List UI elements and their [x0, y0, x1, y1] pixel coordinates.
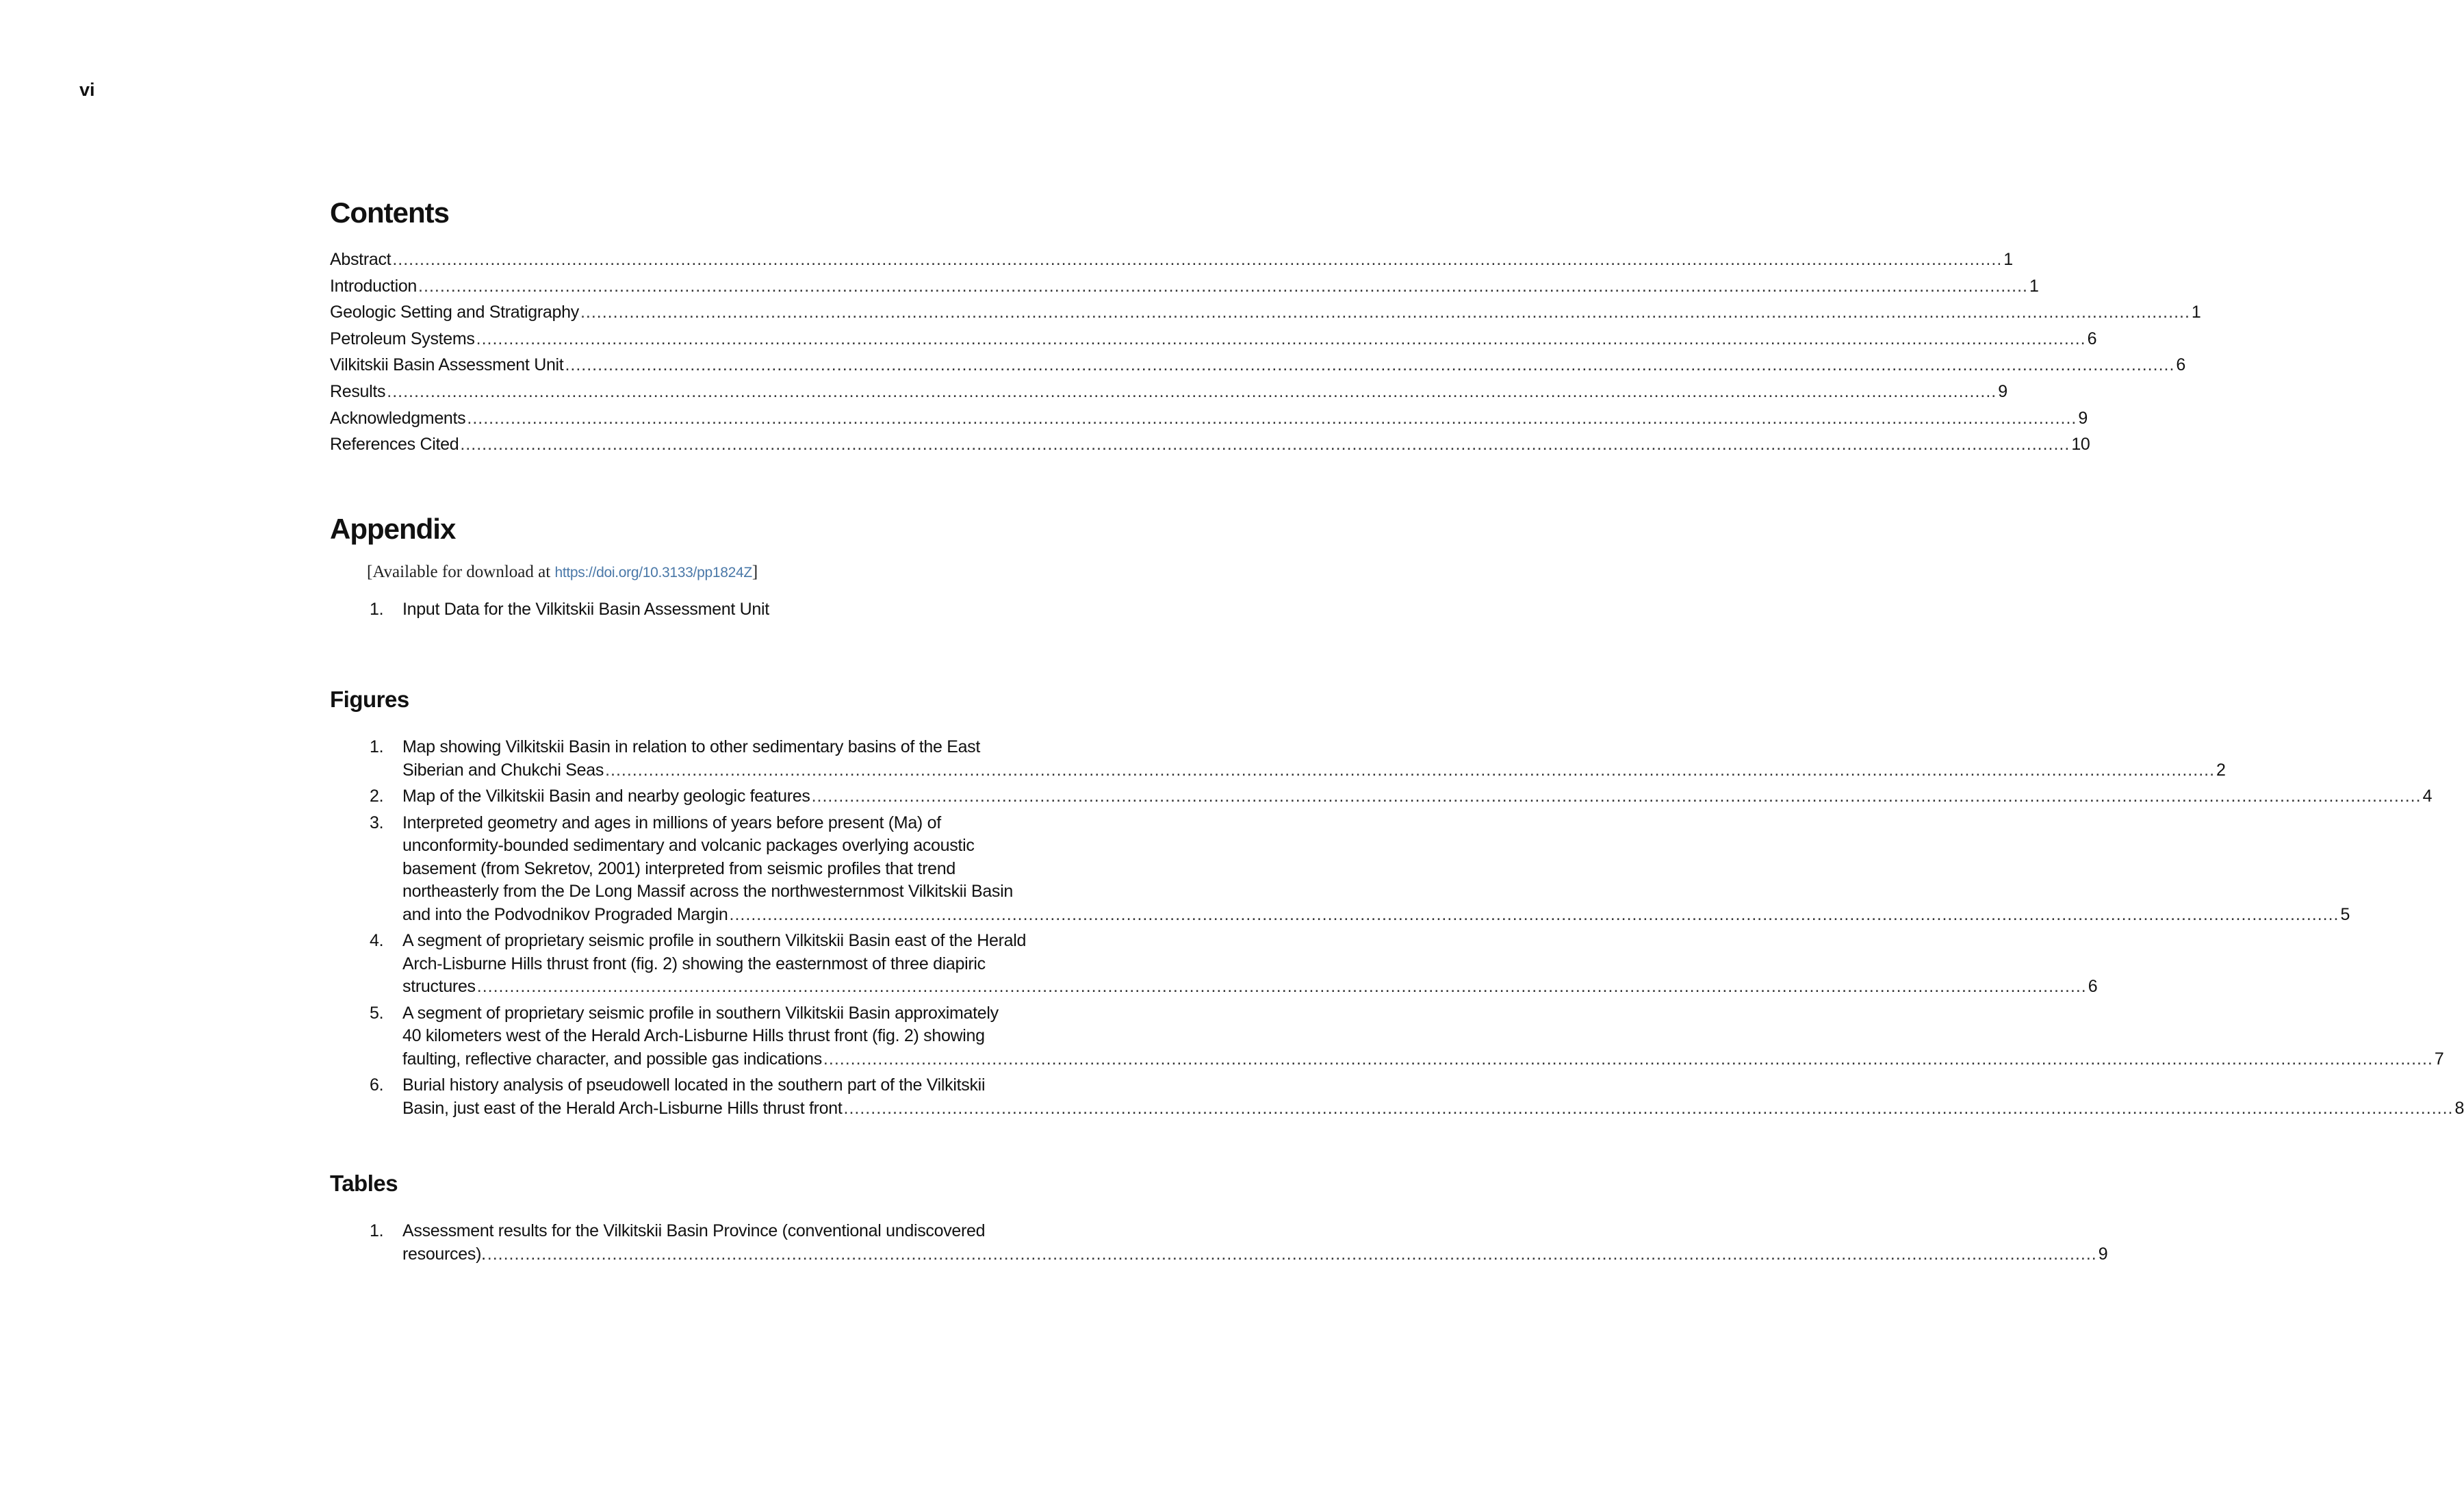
toc-entry-page: 9 — [1998, 381, 2007, 401]
dot-leader — [387, 379, 1997, 405]
caption-line: resources). — [402, 1244, 486, 1264]
tables-heading: Tables — [330, 1171, 398, 1196]
figure-entry-caption — [402, 930, 2097, 999]
figure-entry-number: 2. — [370, 787, 384, 806]
caption-last-line — [402, 1243, 2107, 1266]
toc-entry-label: Results — [330, 381, 386, 401]
toc-entry-label: Vilkitskii Basin Assessment Unit — [330, 355, 564, 375]
toc-entry[interactable] — [330, 273, 2039, 300]
caption-line: Assessment results for the Vilkitskii Basin Province (conventional undiscovered — [402, 1221, 986, 1240]
figures-section — [330, 687, 2464, 1123]
caption-line: basement (from Sekretov, 2001) interpreted from seismic profiles that trend — [402, 858, 955, 878]
figure-entry-caption — [402, 1074, 2464, 1120]
toc-entry-page: 1 — [2191, 303, 2201, 322]
caption-line: A segment of proprietary seismic profile in southern Vilkitskii Basin east of the Herald — [402, 931, 1027, 950]
dot-leader — [844, 1097, 2454, 1121]
dot-leader — [467, 405, 2077, 432]
dot-leader — [477, 975, 2087, 999]
figure-entry-page: 8 — [2454, 1098, 2464, 1118]
caption-last-line — [402, 759, 2226, 782]
appendix-section — [330, 515, 1057, 620]
table-entry-caption — [402, 1220, 2107, 1266]
figure-entry-number: 5. — [370, 1003, 384, 1023]
toc-entry-label: Petroleum Systems — [330, 329, 475, 348]
figure-entry-caption — [402, 812, 2350, 927]
figure-entry-caption — [402, 1002, 2444, 1071]
caption-last-line — [402, 1048, 2444, 1071]
caption-last-line — [402, 975, 2097, 999]
figures-heading: Figures — [330, 687, 409, 712]
toc-entry[interactable] — [330, 379, 2007, 405]
figures-list — [370, 736, 2464, 1120]
appendix-heading: Appendix — [330, 513, 456, 545]
figure-entry[interactable] — [370, 1002, 2444, 1071]
toc-entry-label: Introduction — [330, 276, 418, 296]
figure-entry-page: 4 — [2422, 787, 2433, 806]
figure-entry[interactable] — [370, 785, 2433, 808]
figure-entry-number: 3. — [370, 813, 384, 832]
contents-heading: Contents — [330, 196, 449, 229]
caption-line: Siberian and Chukchi Seas — [402, 760, 604, 780]
caption-line: Map of the Vilkitskii Basin and nearby geologic features — [402, 787, 810, 806]
toc-entry-page: 1 — [2029, 276, 2039, 296]
caption-line: A segment of proprietary seismic profile in southern Vilkitskii Basin approximately — [402, 1003, 999, 1023]
toc-entry[interactable] — [330, 326, 2097, 353]
dot-leader — [565, 352, 2174, 379]
figure-entry-caption — [402, 785, 2432, 808]
toc-entry-label: Geologic Setting and Stratigraphy — [330, 303, 579, 322]
dot-leader — [812, 785, 2422, 808]
toc-entry[interactable] — [330, 431, 2090, 458]
dot-leader — [476, 326, 2086, 353]
dot-leader — [487, 1243, 2097, 1266]
toc-entry-page: 6 — [2087, 329, 2097, 348]
figure-entry-number: 6. — [370, 1075, 384, 1095]
toc-entry-page: 10 — [2071, 435, 2090, 455]
tables-section — [330, 1171, 2108, 1269]
figure-entry-page: 7 — [2434, 1049, 2444, 1069]
caption-line: Interpreted geometry and ages in millions of years before present (Ma) of — [402, 813, 941, 832]
availability-note — [367, 563, 1057, 582]
appendix-entry-label: Input Data for the Vilkitskii Basin Assessment Unit — [402, 600, 769, 619]
figure-entry-page: 6 — [2088, 977, 2098, 996]
download-link[interactable]: https://doi.org/10.3133/pp1824Z — [554, 565, 752, 580]
figure-entry[interactable] — [370, 930, 2098, 999]
caption-last-line — [402, 785, 2432, 808]
caption-last-line — [402, 904, 2350, 927]
toc-entry[interactable] — [330, 352, 2186, 379]
contents-section — [330, 196, 2201, 458]
toc-entry-page: 9 — [2078, 408, 2088, 428]
dot-leader — [730, 904, 2339, 927]
table-entry[interactable] — [370, 1220, 2108, 1266]
contents-list — [330, 246, 2201, 458]
figure-entry-caption — [402, 736, 2226, 782]
dot-leader — [418, 273, 2028, 300]
caption-line: 40 kilometers west of the Herald Arch-Lisburne Hills thrust front (fig. 2) showing — [402, 1026, 985, 1045]
caption-line: Map showing Vilkitskii Basin in relation to other sedimentary basins of the East — [402, 737, 981, 756]
toc-entry[interactable] — [330, 246, 2013, 273]
appendix-list — [330, 600, 1057, 620]
availability-suffix: ] — [752, 563, 758, 581]
toc-entry-label: Acknowledgments — [330, 408, 466, 428]
caption-line: and into the Podvodnikov Prograded Margin — [402, 904, 728, 924]
caption-line: Burial history analysis of pseudowell located in the southern part of the Vilkitskii — [402, 1075, 986, 1095]
caption-last-line — [402, 1097, 2464, 1121]
caption-line: Basin, just east of the Herald Arch-Lisburne Hills thrust front — [402, 1098, 843, 1118]
appendix-entry-number: 1. — [370, 600, 384, 619]
figure-entry-page: 5 — [2340, 904, 2350, 924]
availability-prefix: [Available for download at — [367, 563, 555, 581]
caption-line: unconformity-bounded sedimentary and volcanic packages overlying acoustic — [402, 836, 975, 855]
toc-entry[interactable] — [330, 299, 2201, 326]
table-entry-page: 9 — [2098, 1244, 2108, 1264]
figure-entry[interactable] — [370, 736, 2226, 782]
caption-line: faulting, reflective character, and possible gas indications — [402, 1049, 822, 1069]
figure-entry-number: 1. — [370, 737, 384, 756]
page-number: vi — [79, 79, 95, 100]
dot-leader — [823, 1048, 2433, 1071]
toc-entry-label: References Cited — [330, 435, 459, 455]
table-entry-number: 1. — [370, 1221, 384, 1240]
figure-entry-number: 4. — [370, 931, 384, 950]
dot-leader — [580, 299, 2190, 326]
dot-leader — [392, 246, 2002, 273]
figure-entry-page: 2 — [2216, 760, 2226, 780]
dot-leader — [605, 759, 2215, 782]
toc-entry-label: Abstract — [330, 250, 392, 269]
figure-entry[interactable] — [370, 1074, 2464, 1120]
appendix-entry[interactable] — [370, 600, 1057, 620]
toc-entry[interactable] — [330, 405, 2088, 432]
toc-entry-page: 1 — [2003, 250, 2013, 269]
tables-list — [370, 1220, 2108, 1266]
toc-entry-page: 6 — [2176, 355, 2186, 375]
caption-line: Arch-Lisburne Hills thrust front (fig. 2) showing the easternmost of three diapiric — [402, 954, 986, 973]
caption-line: northeasterly from the De Long Massif across the northwesternmost Vilkitskii Basin — [402, 882, 1013, 901]
caption-line: structures — [402, 977, 476, 996]
figure-entry[interactable] — [370, 812, 2350, 927]
dot-leader — [460, 431, 2070, 458]
